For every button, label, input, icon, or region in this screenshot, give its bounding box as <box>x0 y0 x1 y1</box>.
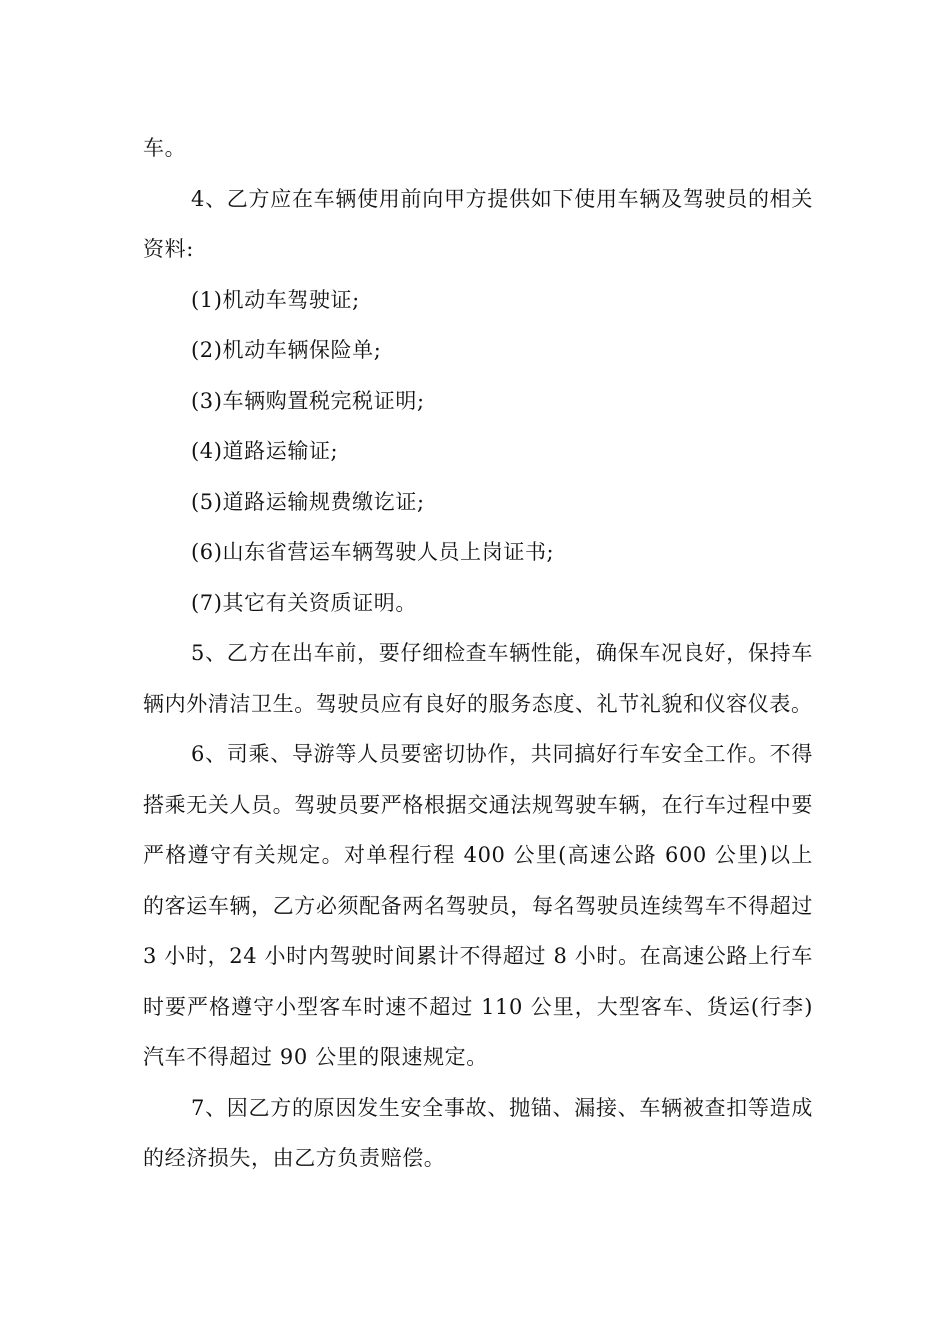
clause-4-item: (5)道路运输规费缴讫证; <box>191 489 425 514</box>
clause-4-item: (1)机动车驾驶证; <box>191 287 360 312</box>
clause-4-intro: 4、乙方应在车辆使用前向甲方提供如下使用车辆及驾驶员的相关资料: <box>143 186 813 261</box>
clause-6: 6、司乘、导游等人员要密切协作，共同搞好行车安全工作。不得搭乘无关人员。驾驶员要严格根据交通法规驾驶车辆，在行车过程中要严格遵守有关规定。对单程行程 400 公里(高速公路 600 公里)以上的客运车辆，乙方必须配备两名驾驶员，每名驾驶员连续驾车不得超过 3 小时，24 小时内驾驶时间累计不得超过 8 小时。在高速公路上行车时要严格遵守小型客车时速不超过 110 公里，大型客车、货运(行李)汽车不得超过 90 公里的限速规定。 <box>143 742 813 1069</box>
clause-5: 5、乙方在出车前，要仔细检查车辆性能，确保车况良好，保持车辆内外清洁卫生。驾驶员应有良好的服务态度、礼节礼貌和仪容仪表。 <box>143 641 813 716</box>
document-body <box>143 123 813 1184</box>
clause-4-item: (6)山东省营运车辆驾驶人员上岗证书; <box>191 540 555 564</box>
clause-4-item: (7)其它有关资质证明。 <box>191 590 417 615</box>
continuation-text: 车。 <box>143 136 187 160</box>
clause-4-item: (2)机动车辆保险单; <box>191 338 382 362</box>
clause-4-item: (4)道路运输证; <box>191 439 339 463</box>
clause-4-item: (3)车辆购置税完税证明; <box>191 388 425 413</box>
clause-7: 7、因乙方的原因发生安全事故、抛锚、漏接、车辆被查扣等造成的经济损失，由乙方负责赔偿。 <box>143 1095 813 1170</box>
